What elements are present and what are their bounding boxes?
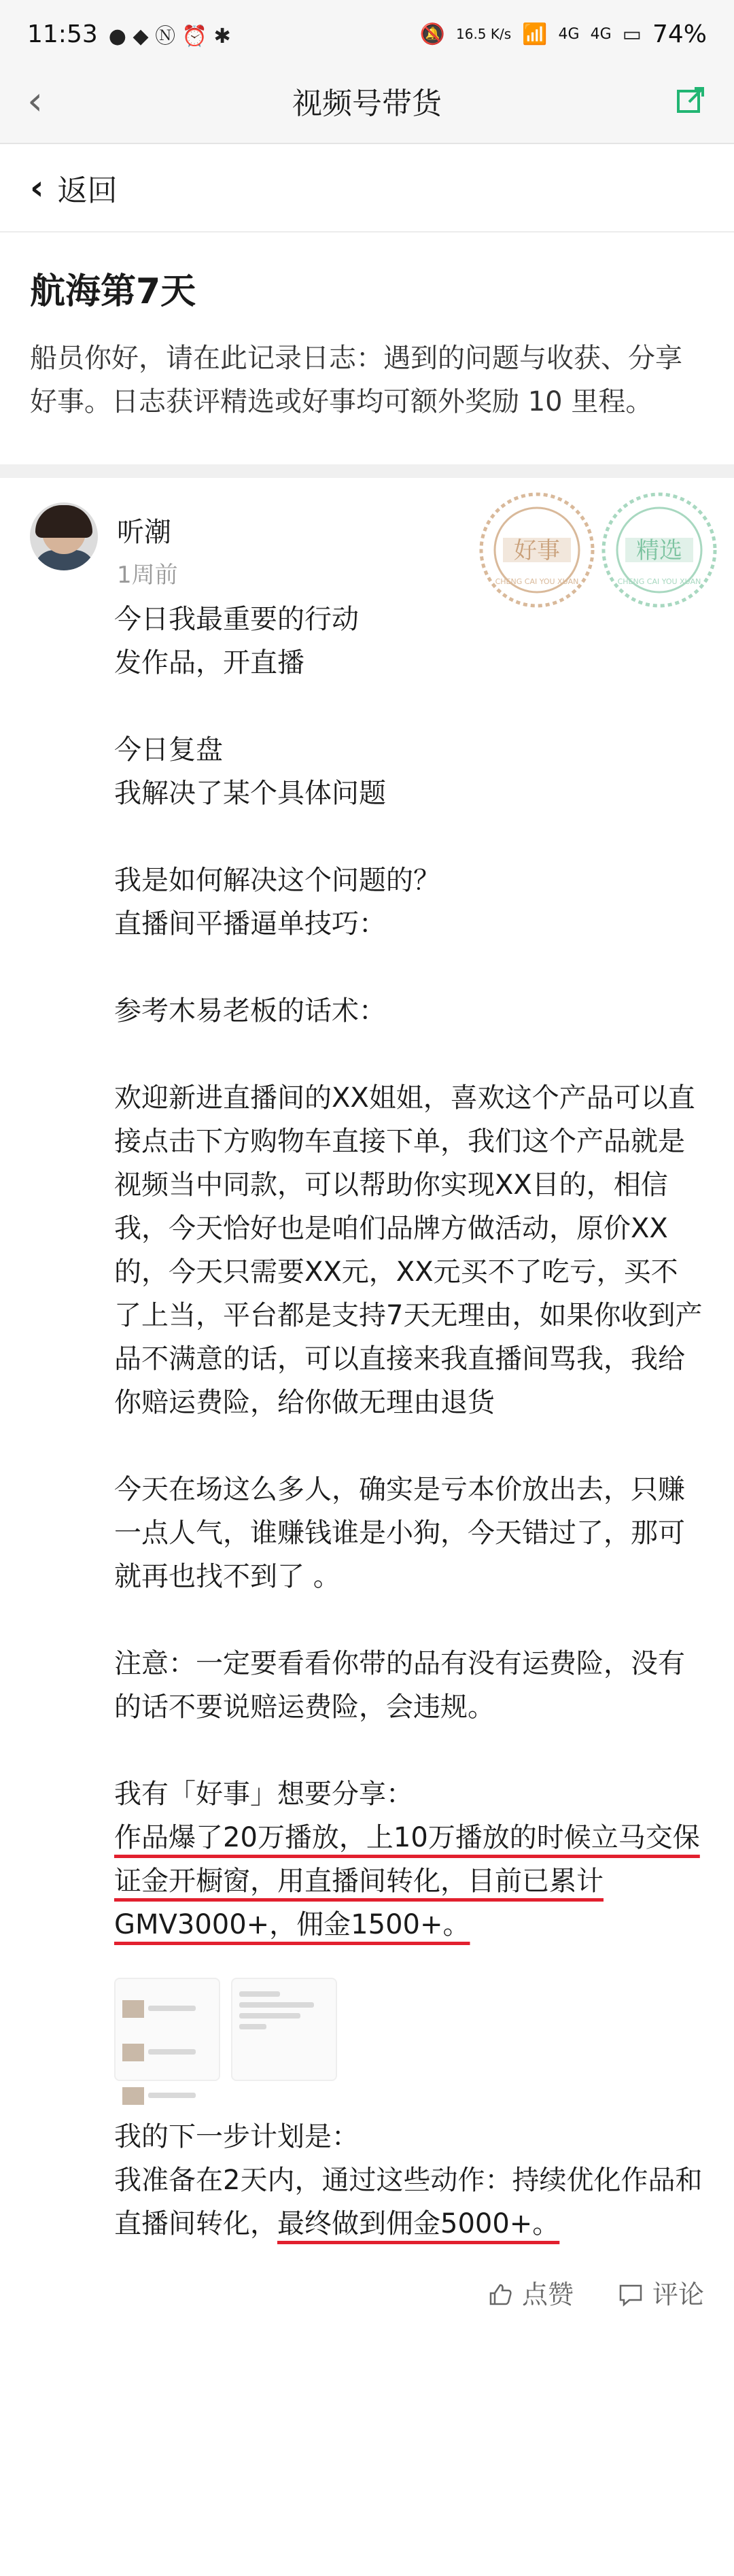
arrow-left-icon: ‹ [30, 168, 44, 207]
attachment-images [114, 1978, 704, 2081]
notification-icons: ● ◆ Ⓝ ⏰ ✱ [108, 24, 231, 48]
comment-icon [617, 2281, 644, 2308]
svg-text:CHENG CAI YOU XUAN: CHENG CAI YOU XUAN [617, 577, 701, 586]
post-line: 我是如何解决这个问题的？ [114, 865, 440, 896]
highlighted-good-deed: 作品爆了20万播放，上10万播放的时候立马交保证金开橱窗，用直播间转化，目前已累计GMV3000+，佣金1500+。 [114, 1822, 700, 1940]
svg-text:CHENG CAI YOU XUAN: CHENG CAI YOU XUAN [495, 577, 579, 586]
attachment-thumbnail[interactable] [231, 1978, 337, 2081]
post-line: 今日我最重要的行动 [114, 604, 359, 635]
page-title: 视频号带货 [292, 86, 442, 121]
good-deed-stamp-icon [476, 489, 598, 611]
comment-label: 评论 [652, 2280, 704, 2309]
comment-button[interactable] [617, 2273, 704, 2316]
like-button[interactable] [487, 2273, 574, 2316]
post-line: 今日复盘 [114, 734, 223, 766]
post-line: 直播间平播逼单技巧： [114, 908, 386, 940]
post-time: 1周前 [117, 562, 178, 589]
app-navbar [0, 68, 734, 133]
featured-stamp-icon [598, 489, 720, 611]
post-line: 参考木易老板的话术： [114, 995, 386, 1027]
signal-b: 4G [590, 25, 612, 43]
post-body [30, 584, 704, 2316]
like-label: 点赞 [521, 2280, 574, 2309]
log-post [0, 478, 734, 2576]
post-line: 注意：一定要看看你带的品有没有运费险，没有的话不要说赔运费险，会违规。 [114, 1648, 685, 1723]
svg-text:好事: 好事 [514, 537, 560, 564]
section-gap [0, 464, 734, 478]
voyage-intro [0, 233, 734, 464]
header-card [0, 144, 734, 464]
post-line: 我准备在2天内，通过这些动作：持续优化作品和直播间转化， [114, 2165, 703, 2239]
voyage-title: 航海第7天 [30, 271, 196, 312]
status-bar [0, 0, 734, 68]
back-label: 返回 [57, 173, 118, 208]
voyage-description: 船员你好，请在此记录日志：遇到的问题与收获、分享好事。日志获评精选或好事均可额外奖励 10 里程。 [30, 343, 682, 417]
battery-level: 74% [652, 20, 707, 48]
chevron-left-icon[interactable]: ‹ [27, 78, 43, 124]
post-line: 我有「好事」想要分享： [114, 1779, 413, 1810]
mute-icon: 🔕 [419, 22, 445, 46]
post-line: 发作品，开直播 [114, 647, 304, 679]
post-line: 今天在场这么多人，确实是亏本价放出去，只赚一点人气，谁赚钱谁是小狗，今天错过了，那可就再也找不到了 。 [114, 1474, 685, 1592]
share-icon[interactable] [674, 84, 707, 117]
signal-a: 4G [558, 25, 580, 43]
svg-text:精选: 精选 [636, 537, 682, 564]
thumbs-up-icon [487, 2281, 514, 2308]
author-name[interactable]: 听潮 [117, 517, 171, 548]
back-button[interactable] [0, 144, 734, 233]
wifi-icon: 📶 [522, 22, 548, 46]
post-line: 我解决了某个具体问题 [114, 778, 386, 809]
attachment-thumbnail[interactable] [114, 1978, 220, 2081]
post-actions [114, 2273, 704, 2316]
post-line: 我的下一步计划是： [114, 2121, 359, 2152]
battery-icon: ▭ [622, 22, 642, 46]
highlighted-goal: 最终做到佣金5000+。 [277, 2208, 560, 2239]
net-speed: 16.5 K/s [456, 26, 512, 42]
avatar[interactable] [30, 502, 98, 570]
post-line: 欢迎新进直播间的XX姐姐，喜欢这个产品可以直接点击下方购物车直接下单，我们这个产品就是视频当中同款，可以帮助你实现XX目的，相信我，今天恰好也是咱们品牌方做活动，原价XX的，今天只需要XX元，XX元买不了吃亏，买不了上当，平台都是支持7天无理由，如果你收到产品不满意的话，可以直接来我直播间骂我，我给你赔运费险，给你做无理由退货 [114, 1082, 703, 1418]
status-time: 11:53 [27, 20, 98, 48]
